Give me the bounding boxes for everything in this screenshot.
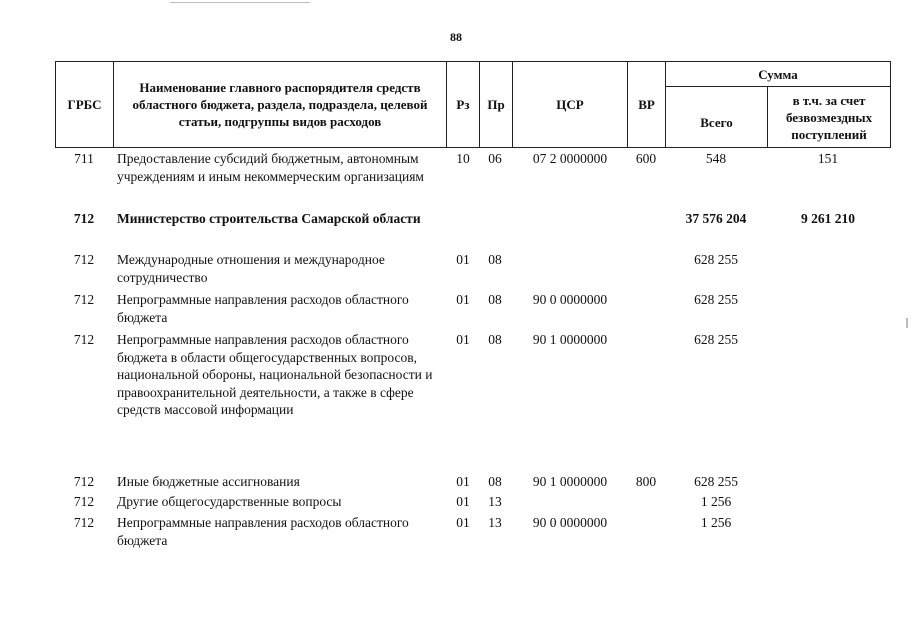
cell-pr: 13 xyxy=(488,494,502,509)
cell-grbs: 711 xyxy=(74,151,94,166)
cell-grbs: 712 xyxy=(73,494,95,509)
scan-artifact-top xyxy=(170,2,310,3)
cell-name: Министерство строительства Самарской области xyxy=(117,211,421,226)
header-rz: Рз xyxy=(447,62,480,147)
cell-grbs: 712 xyxy=(73,292,95,307)
cell-rz: 01 xyxy=(456,494,470,509)
cell-csr: 90 0 0000000 xyxy=(532,292,608,307)
cell-name: Другие общегосударственные вопросы xyxy=(117,494,342,509)
cell-name: Предоставление субсидий бюджетным, автономным учреждениям и иным некоммерческим организациям xyxy=(117,151,424,184)
cell-grbs: 712 xyxy=(73,515,95,530)
cell-rz: 01 xyxy=(456,474,470,489)
cell-grbs: 712 xyxy=(73,211,95,226)
cell-total: 1 256 xyxy=(700,515,732,530)
table-header xyxy=(55,61,891,148)
cell-pr: 08 xyxy=(488,474,502,489)
cell-pr: 08 xyxy=(488,332,502,347)
header-sum: Сумма xyxy=(666,62,890,87)
header-total: Всего xyxy=(666,87,768,147)
cell-total: 628 255 xyxy=(694,252,738,267)
cell-name: Непрограммные направления расходов областного бюджета в области общегосударственных вопросов, национальной обороны, национальной безопасности и правоохранительной деятельности, а также в сфере средств массовой информации xyxy=(117,332,433,417)
header-vr: ВР xyxy=(628,62,666,147)
cell-free: 9 261 210 xyxy=(801,211,855,226)
cell-pr: 08 xyxy=(488,252,502,267)
cell-rz: 01 xyxy=(456,332,470,347)
scan-artifact-right xyxy=(906,318,908,328)
cell-grbs: 712 xyxy=(73,252,95,267)
page-number: 88 xyxy=(450,30,462,44)
cell-csr: 90 1 0000000 xyxy=(532,474,608,489)
cell-total: 628 255 xyxy=(694,292,738,307)
cell-vr: 800 xyxy=(635,474,657,489)
header-pr: Пр xyxy=(480,62,513,147)
cell-total: 628 255 xyxy=(694,474,738,489)
cell-pr: 06 xyxy=(488,151,502,166)
cell-rz: 10 xyxy=(456,151,470,166)
cell-rz: 01 xyxy=(456,292,470,307)
cell-pr: 13 xyxy=(488,515,502,530)
cell-csr: 07 2 0000000 xyxy=(532,151,608,166)
cell-grbs: 712 xyxy=(73,332,95,347)
header-name: Наименование главного распорядителя средств областного бюджета, раздела, подраздела, целевой статьи, подгруппы видов расходов xyxy=(114,62,447,147)
header-free: в т.ч. за счет безвозмездных поступлений xyxy=(785,92,873,142)
cell-csr: 90 0 0000000 xyxy=(532,515,608,530)
cell-name: Непрограммные направления расходов областного бюджета xyxy=(117,515,409,548)
cell-name: Непрограммные направления расходов областного бюджета xyxy=(117,292,409,325)
cell-vr: 600 xyxy=(635,151,657,166)
cell-grbs: 712 xyxy=(73,474,95,489)
cell-total: 1 256 xyxy=(700,494,732,509)
cell-name: Иные бюджетные ассигнования xyxy=(117,474,300,489)
cell-rz: 01 xyxy=(456,515,470,530)
cell-rz: 01 xyxy=(456,252,470,267)
cell-pr: 08 xyxy=(488,292,502,307)
cell-csr: 90 1 0000000 xyxy=(532,332,608,347)
header-grbs: ГРБС xyxy=(56,62,114,147)
cell-total: 37 576 204 xyxy=(685,211,747,226)
header-csr: ЦСР xyxy=(513,62,628,147)
cell-name: Международные отношения и международное сотрудничество xyxy=(117,252,385,285)
cell-total: 548 xyxy=(705,151,727,166)
cell-total: 628 255 xyxy=(694,332,738,347)
cell-free: 151 xyxy=(817,151,839,166)
